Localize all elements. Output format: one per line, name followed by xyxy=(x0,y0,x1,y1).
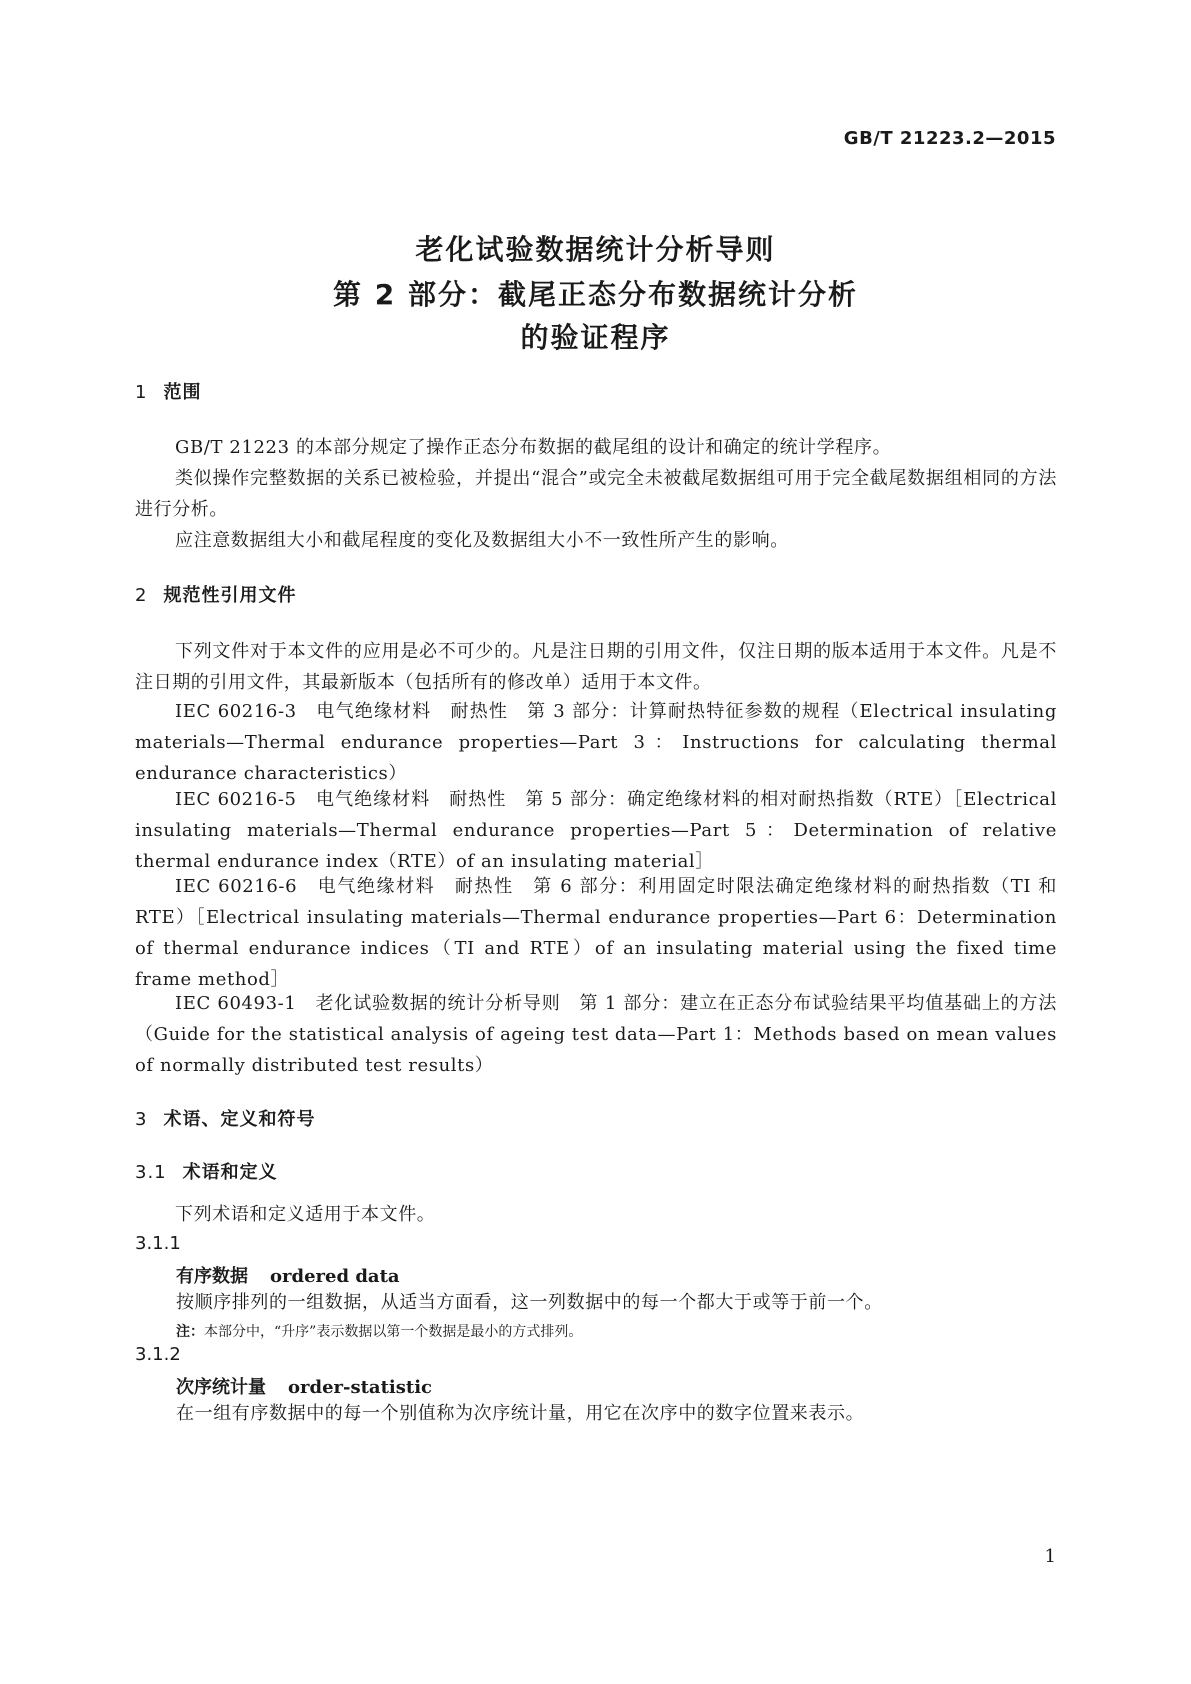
term-chinese: 有序数据 xyxy=(176,1266,248,1287)
section-number: 3.1 xyxy=(135,1162,167,1183)
term-english: order-statistic xyxy=(288,1377,432,1398)
section-number: 3 xyxy=(135,1109,148,1130)
section-title: 范围 xyxy=(163,382,202,403)
section-3-1-heading xyxy=(135,1158,278,1184)
paragraph: 下列术语和定义适用于本文件。 xyxy=(175,1204,436,1225)
paragraph: 应注意数据组大小和截尾程度的变化及数据组大小不一致性所产生的影响。 xyxy=(175,530,789,551)
title-line-3: 的验证程序 xyxy=(520,321,671,354)
section-2-heading xyxy=(135,581,296,607)
term-english: ordered data xyxy=(270,1266,400,1287)
term-name xyxy=(176,1262,400,1288)
section-number: 1 xyxy=(135,382,148,403)
term-name xyxy=(176,1373,432,1399)
reference-iec-60493-1: IEC 60493-1 老化试验数据的统计分析导则 第 1 部分：建立在正态分布试验结果平均值基础上的方法（Guide for the statistical analysis of ageing test data—Part 1：Methods based on mean values of normally distributed test results） xyxy=(135,993,1057,1076)
section-number: 2 xyxy=(135,585,148,606)
title-line-2: 第 2 部分：截尾正态分布数据统计分析 xyxy=(333,278,858,311)
term-definition: 在一组有序数据中的每一个别值称为次序统计量，用它在次序中的数字位置来表示。 xyxy=(176,1403,865,1424)
section-title: 术语和定义 xyxy=(182,1162,278,1183)
section-3-heading xyxy=(135,1105,315,1131)
note-text: 本部分中，“升序”表示数据以第一个数据是最小的方式排列。 xyxy=(204,1324,583,1340)
paragraph: 下列文件对于本文件的应用是必不可少的。凡是注日期的引用文件，仅注日期的版本适用于本文件。凡是不注日期的引用文件，其最新版本（包括所有的修改单）适用于本文件。 xyxy=(135,641,1057,693)
reference-iec-60216-6: IEC 60216-6 电气绝缘材料 耐热性 第 6 部分：利用固定时限法确定绝缘材料的耐热指数（TI 和 RTE）［Electrical insulating materials—Thermal endurance properties—Part 6：Determination of thermal endurance indices（TI and RTE）of an insulating material using the fixed time frame method］ xyxy=(135,876,1057,990)
paragraph: 类似操作完整数据的关系已被检验，并提出“混合”或完全未被截尾数据组可用于完全截尾数据组相同的方法进行分析。 xyxy=(135,468,1057,520)
page-number: 1 xyxy=(1044,1546,1056,1567)
title-line-1: 老化试验数据统计分析导则 xyxy=(415,233,776,266)
term-definition: 按顺序排列的一组数据，从适当方面看，这一列数据中的每一个都大于或等于前一个。 xyxy=(176,1292,883,1313)
note-label: 注： xyxy=(176,1324,204,1340)
reference-iec-60216-5: IEC 60216-5 电气绝缘材料 耐热性 第 5 部分：确定绝缘材料的相对耐热指数（RTE）［Electrical insulating materials—Thermal endurance properties—Part 5：Determination of relative thermal endurance index（RTE）of an insulating material］ xyxy=(135,789,1057,872)
section-title: 规范性引用文件 xyxy=(163,585,297,606)
section-1-heading xyxy=(135,378,201,404)
term-chinese: 次序统计量 xyxy=(176,1377,266,1398)
term-number: 3.1.1 xyxy=(135,1233,181,1254)
reference-iec-60216-3: IEC 60216-3 电气绝缘材料 耐热性 第 3 部分：计算耐热特征参数的规程（Electrical insulating materials—Thermal endurance properties—Part 3：Instructions for calculating thermal endurance characteristics） xyxy=(135,701,1057,784)
standard-code: GB/T 21223.2—2015 xyxy=(843,128,1056,149)
term-number: 3.1.2 xyxy=(135,1344,181,1365)
section-title: 术语、定义和符号 xyxy=(163,1109,316,1130)
paragraph: GB/T 21223 的本部分规定了操作正态分布数据的截尾组的设计和确定的统计学程序。 xyxy=(175,437,892,458)
term-note xyxy=(176,1321,582,1341)
